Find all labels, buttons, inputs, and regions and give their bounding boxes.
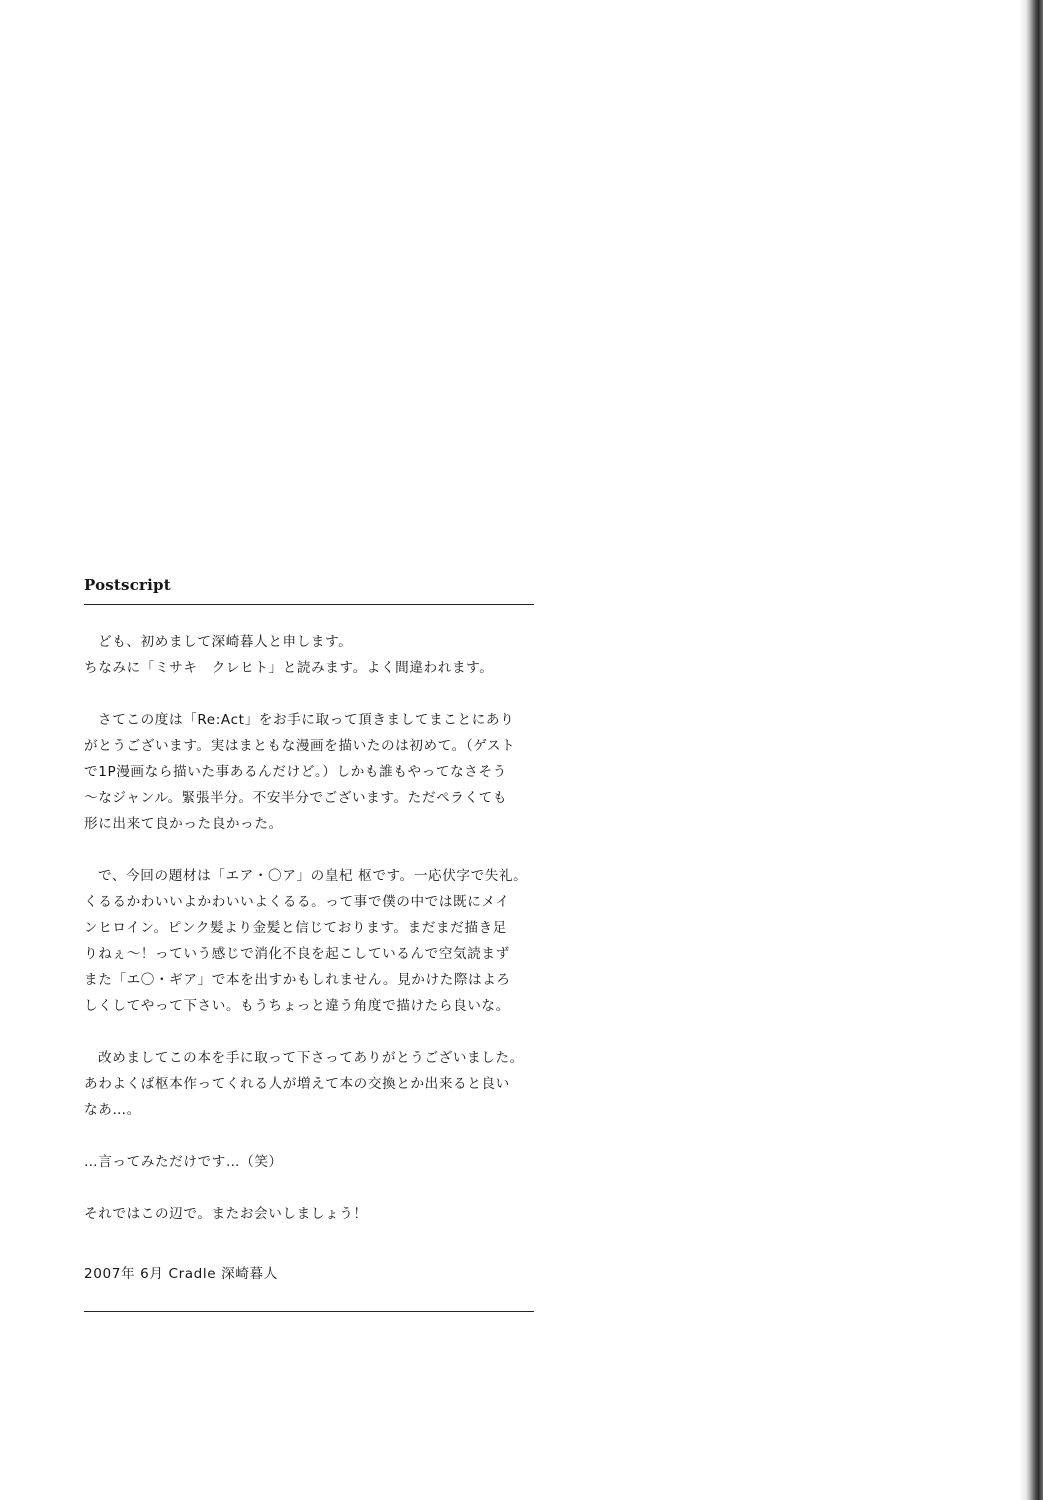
text-line: …言ってみただけです…（笑） [84,1154,283,1170]
text-line: で1P漫画なら描いた事あるんだけど。）しかも誰もやってなさそう [84,764,507,780]
text-line: りねぇ～！っていう感じで消化不良を起こしているんで空気読まず [84,946,510,962]
postscript-body [84,629,536,1287]
text-line: ちなみに「ミサキ クレヒト」と読みます。よく間違われます。 [84,660,494,676]
text-line: さてこの度は「Re:Act」をお手に取って頂きましてまことにあり [98,712,515,728]
text-line: あわよくば枢本作ってくれる人が増えて本の交換とか出来ると良い [84,1076,510,1092]
footer-divider [84,1311,534,1312]
text-line: ～なジャンル。緊張半分。不安半分でございます。ただペラくても [84,790,508,806]
text-line: 形に出来て良かった良かった。 [84,816,283,832]
postscript-heading: Postscript [84,576,171,594]
text-line: なあ…。 [84,1102,141,1118]
text-line: しくしてやって下さい。もうちょっと違う角度で描けたら良いな。 [84,998,510,1014]
text-line: くるるかわいいよかわいいよくるる。って事で僕の中では既にメイ [84,894,510,910]
scan-page-edge [1025,0,1043,1500]
text-line: それではこの辺で。またお会いしましょう！ [84,1206,368,1222]
heading-divider [84,604,534,605]
text-line: また「エ〇・ギア」で本を出すかもしれません。見かけた際はよろ [84,972,511,988]
postscript-section [84,570,536,1312]
text-line: で、今回の題材は「エア・〇ア」の皇杞 枢です。一応伏字で失礼。 [98,868,528,884]
signature: 2007年 6月 Cradle 深崎暮人 [84,1266,278,1282]
text-line: ども、初めまして深崎暮人と申します。 [98,634,353,650]
text-line: ンヒロイン。ピンク髪より金髪と信じております。まだまだ描き足 [84,920,507,936]
text-line: 改めましてこの本を手に取って下さってありがとうございました。 [98,1050,524,1066]
text-line: がとうございます。実はまともな漫画を描いたのは初めて。（ゲスト [84,738,516,754]
